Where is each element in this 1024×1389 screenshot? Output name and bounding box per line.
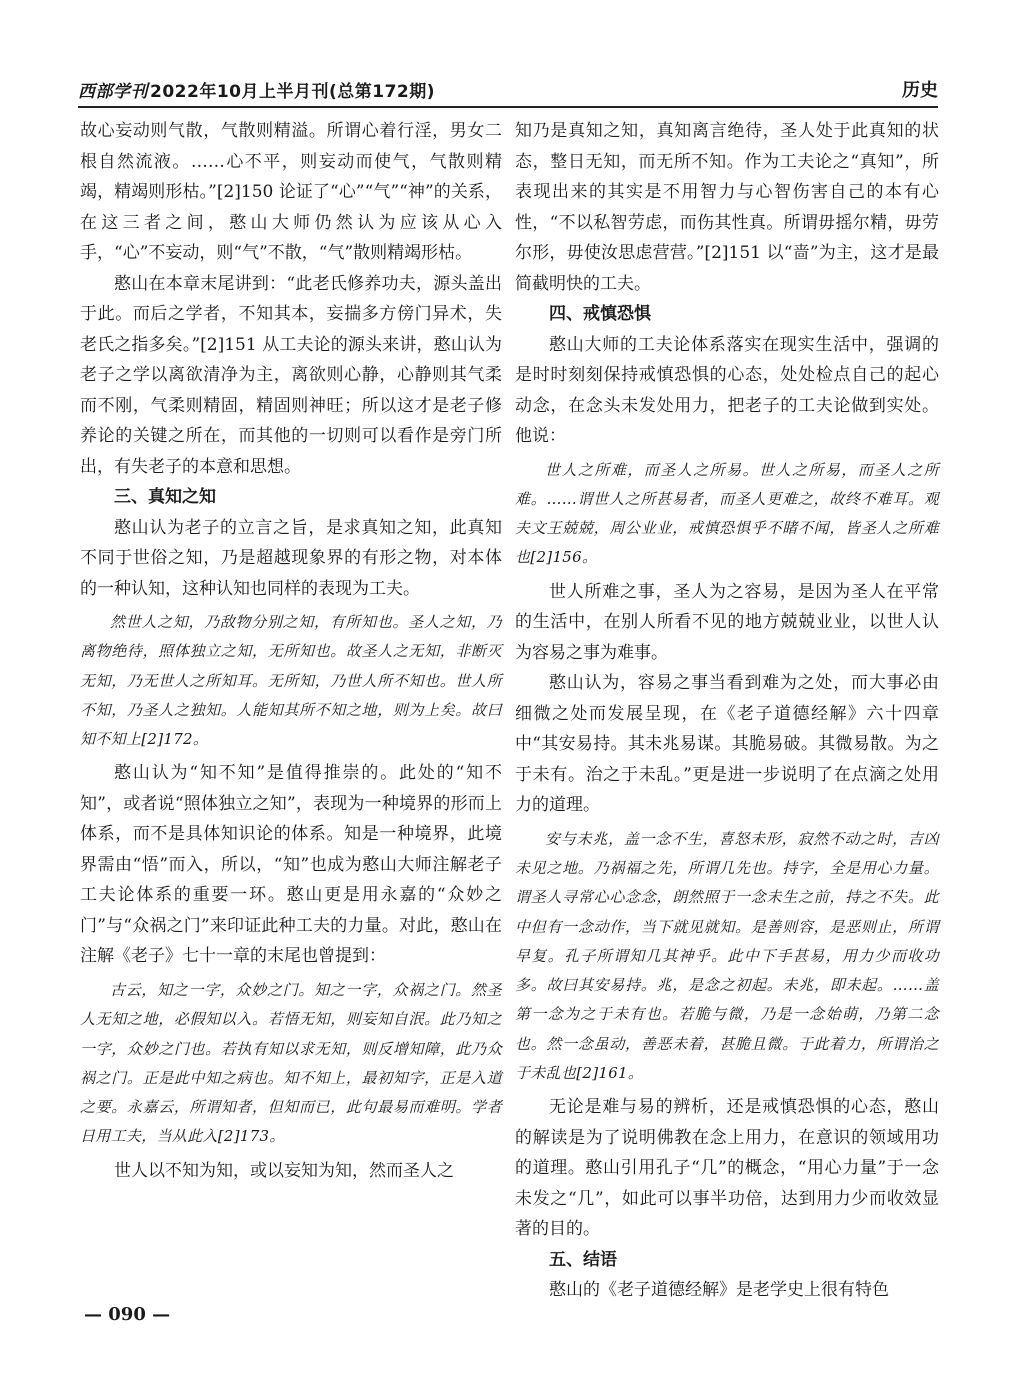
- paragraph: 无论是难与易的辨析，还是戒慎恐惧的心态，憨山的解读是为了说明佛教在念上用力，在意识的领域用功的道理。憨山引用孔子“几”的概念，“用心力量”于一念未发之“几”，如此可以事半功倍，达到用力少而收效显著的目的。: [515, 1097, 939, 1240]
- paragraph: 憨山认为，容易之事当看到难为之处，而大事必由细微之处而发展呈现，在《老子道德经解》六十四章中“其安易持。其未兆易谋。其脆易破。其微易散。为之于未有。治之于未乱。”更是进一步说明了在点滴之处用力的道理。: [515, 673, 939, 816]
- section-label: 历史: [902, 80, 938, 101]
- left-column: [80, 116, 502, 1186]
- paragraph: 知乃是真知之知，真知离言绝待，圣人处于此真知的状态，整日无知，而无所不知。作为工夫论之“真知”，所表现出来的其实是不用智力与心智伤害自己的本有心性，“不以私智劳虑，而伤其性真。所谓毋摇尔精，毋劳尔形，毋使汝思虑营营。”[2]151 以“啬”为主，这才是最简截明快的工夫。: [515, 121, 939, 294]
- section-heading: 五、结语: [549, 1249, 617, 1270]
- page-header: [78, 72, 938, 108]
- journal-logo: 西部学刊: [78, 82, 148, 102]
- paragraph: 憨山认为“知不知”是值得推崇的。此处的“知不知”，或者说“照体独立之知”，表现为一种境界的形而上体系，而不是具体知识论的体系。知是一种境界，此境界需由“悟”而入，所以，“知”也成为憨山大师注解老子工夫论体系的重要一环。憨山更是用永嘉的“众妙之门”与“众祸之门”来印证此种工夫的力量。对此，憨山在注解《老子》七十一章的末尾也曾提到：: [80, 763, 502, 967]
- page-number: — 090 —: [84, 1304, 171, 1325]
- right-column: [515, 116, 939, 1306]
- section-heading: 三、真知之知: [114, 487, 216, 507]
- section-heading: 四、戒慎恐惧: [549, 304, 651, 324]
- paragraph: 憨山认为老子的立言之旨，是求真知之知，此真知不同于世俗之知，乃是超越现象界的有形之物，对本体的一种认知，这种认知也同样的表现为工夫。: [80, 517, 502, 599]
- block-quote: 世人之所难，而圣人之所易。世人之所易，而圣人之所难。……谓世人之所甚易者，而圣人更难之，故终不难耳。观夫文王兢兢，周公业业，戒慎恐惧乎不睹不闻，皆圣人之所难也[2]156。: [515, 460, 939, 567]
- journal-title: [78, 77, 435, 102]
- issue-info: 2022年10月上半月刊(总第172期): [150, 82, 435, 102]
- block-quote: 然世人之知，乃敌物分别之知，有所知也。圣人之知，乃离物绝待，照体独立之知，无所知也。故圣人之无知，非断灭无知，乃无世人之所知耳。无所知，乃世人所不知也。世人所不知，乃圣人之独知。人能知其所不知之地，则为上矣。故曰知不知上[2]172。: [80, 613, 502, 749]
- paragraph: 憨山大师的工夫论体系落实在现实生活中，强调的是时时刻刻保持戒慎恐惧的心态，处处检点自己的起心动念，在念头未发处用力，把老子的工夫论做到实处。他说：: [515, 334, 939, 446]
- paragraph: 世人以不知为知，或以妄知为知，然而圣人之: [114, 1160, 454, 1181]
- paragraph: 故心妄动则气散，气散则精溢。所谓心着行淫，男女二根自然流液。……心不平，则妄动而使气，气散则精竭，精竭则形枯。”[2]150 论证了“心”“气”“神”的关系，在这三者之间，憨山大师仍然认为应该从心入手，“心”不妄动，则“气”不散，“气”散则精竭形枯。: [80, 121, 502, 263]
- block-quote: 古云，知之一字，众妙之门。知之一字，众祸之门。然圣人无知之地，必假知以入。若悟无知，则妄知自泯。此乃知之一字，众妙之门也。若执有知以求无知，则反增知障，此乃众祸之门。正是此中知之病也。知不知上，最初知字，正是入道之要。永嘉云，所谓知者，但知而已，此句最易而难明。学者日用工夫，当从此入[2]173。: [80, 980, 502, 1146]
- paragraph: 憨山的《老子道德经解》是老学史上很有特色: [549, 1280, 889, 1301]
- paragraph: 世人所难之事，圣人为之容易，是因为圣人在平常的生活中，在别人所看不见的地方兢兢业业，以世人认为容易之事为难事。: [515, 581, 939, 663]
- block-quote: 安与未兆，盖一念不生，喜怒未形，寂然不动之时，吉凶未见之地。乃祸福之先，所谓几先也。持字，全是用心力量。谓圣人寻常心心念念，朗然照于一念未生之前，持之不失。此中但有一念动作，当下就见就知。是善则容，是恶则止，所谓早复。孔子所谓知几其神乎。此中下手甚易，用力少而收功多。故曰其安易持。兆，是念之初起。未兆，即未起。……盖第一念为之于未有也。若脆与微，乃是一念始萌，乃第二念也。然一念虽动，善恶未着，甚脆且微。于此着力，所谓治之于未乱也[2]161。: [515, 829, 939, 1083]
- paragraph: 憨山在本章末尾讲到：“此老氏修养功夫，源头盖出于此。而后之学者，不知其本，妄揣多方傍门异术，失老氏之指多矣。”[2]151 从工夫论的源头来讲，憨山认为老子之学以离欲清净为主，离欲则心静，心静则其气柔而不刚，气柔则精固，精固则神旺；所以这才是老子修养论的关键之所在，而其他的一切则可以看作是旁门所出，有失老子的本意和思想。: [80, 273, 502, 477]
